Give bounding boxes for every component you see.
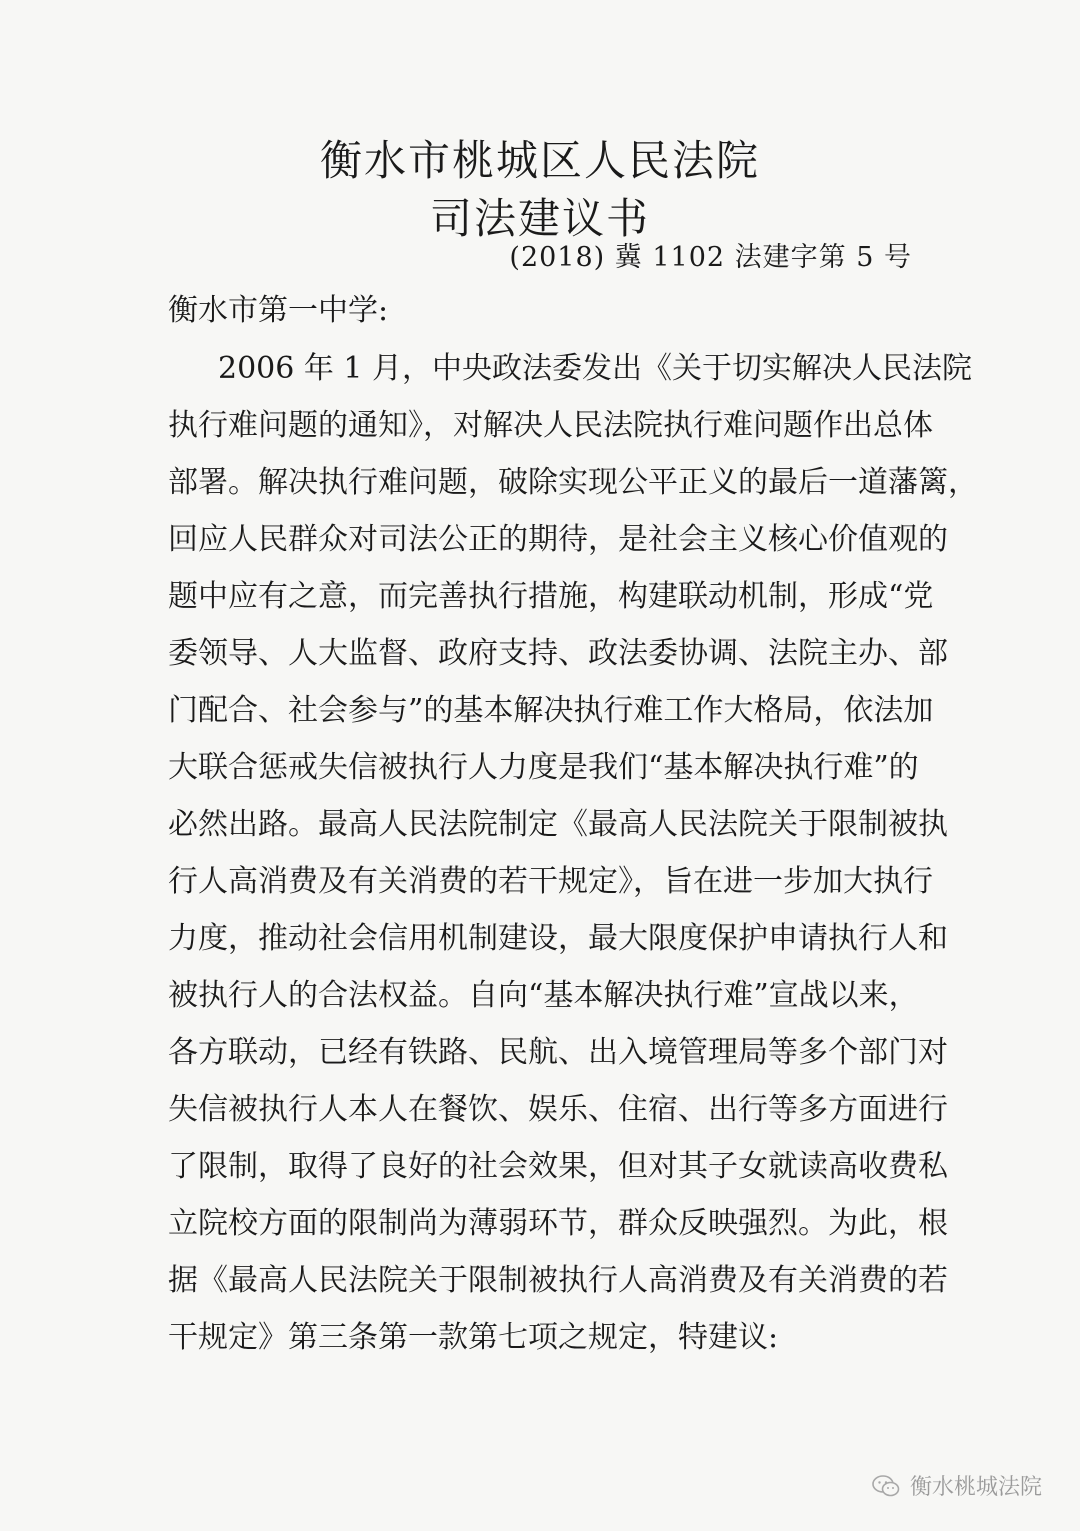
body-line: 必然出路。最高人民法院制定《最高人民法院关于限制被执	[168, 807, 948, 842]
body-line: 据《最高人民法院关于限制被执行人高消费及有关消费的若	[168, 1263, 948, 1298]
body-line: 力度，推动社会信用机制建设，最大限度保护申请执行人和	[168, 921, 948, 956]
body-line: 委领导、人大监督、政府支持、政法委协调、法院主办、部	[168, 636, 948, 671]
body-line: 部署。解决执行难问题，破除实现公平正义的最后一道藩篱，	[168, 465, 978, 500]
body-line: 失信被执行人本人在餐饮、娱乐、住宿、出行等多方面进行	[168, 1092, 948, 1127]
addressee: 衡水市第一中学:	[168, 293, 389, 328]
document-number: (2018) 冀 1102 法建字第 5 号	[509, 242, 912, 273]
body-line: 行人高消费及有关消费的若干规定》，旨在进一步加大执行	[168, 864, 933, 899]
document-type-title: 司法建议书	[429, 194, 650, 243]
body-line: 了限制，取得了良好的社会效果，但对其子女就读高收费私	[168, 1149, 948, 1184]
court-name-title: 衡水市桃城区人民法院	[319, 136, 760, 185]
body-line: 2006 年 1 月，中央政法委发出《关于切实解决人民法院	[218, 351, 973, 386]
body-line: 执行难问题的通知》，对解决人民法院执行难问题作出总体	[168, 408, 933, 443]
body-line: 各方联动，已经有铁路、民航、出入境管理局等多个部门对	[168, 1035, 948, 1070]
body-line: 题中应有之意，而完善执行措施，构建联动机制，形成“党	[168, 579, 934, 614]
watermark-text: 衡水桃城法院	[909, 1475, 1042, 1500]
watermark	[872, 1470, 1042, 1501]
body-line: 被执行人的合法权益。自向“基本解决执行难”宣战以来，	[168, 978, 919, 1013]
body-line: 回应人民群众对司法公正的期待，是社会主义核心价值观的	[168, 522, 948, 557]
body-line: 门配合、社会参与”的基本解决执行难工作大格局，依法加	[168, 693, 934, 728]
wechat-icon	[872, 1475, 900, 1497]
body-line: 干规定》第三条第一款第七项之规定，特建议:	[168, 1320, 779, 1355]
body-line: 立院校方面的限制尚为薄弱环节，群众反映强烈。为此，根	[168, 1206, 948, 1241]
body-line: 大联合惩戒失信被执行人力度是我们“基本解决执行难”的	[168, 750, 919, 785]
